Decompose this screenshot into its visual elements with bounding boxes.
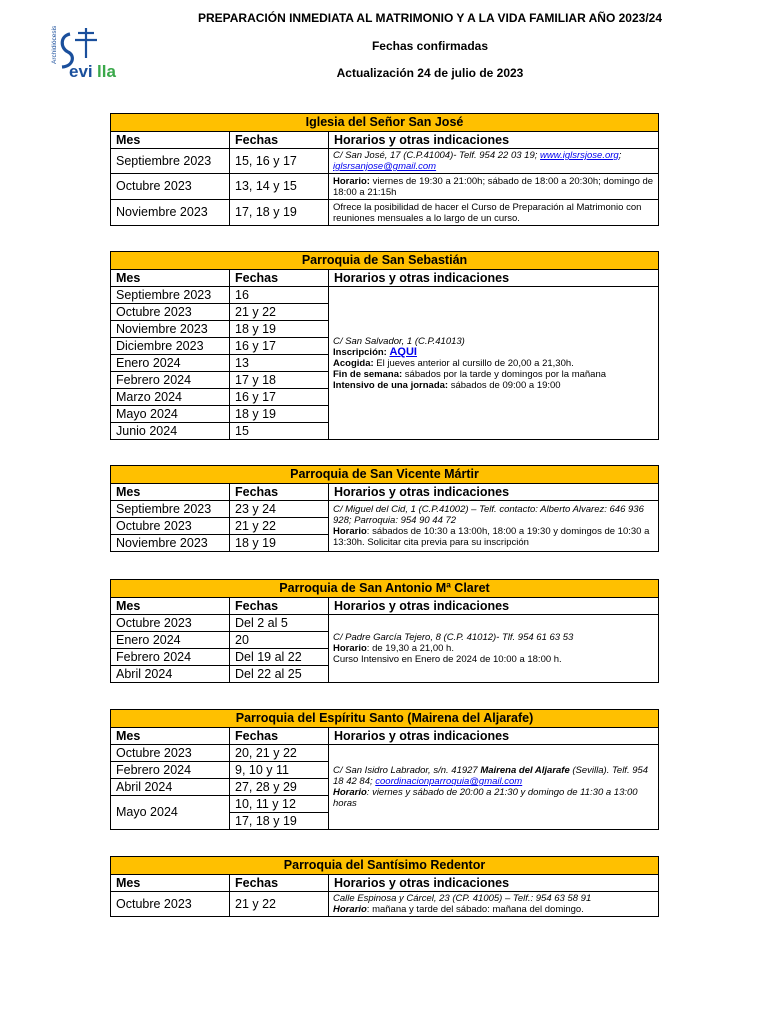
email-link[interactable]: iglsrsanjose@gmail.com xyxy=(333,161,437,172)
document-subtitle: Fechas confirmadas xyxy=(371,39,489,53)
website-link[interactable]: www.iglsrsjose.org xyxy=(540,150,619,161)
row-fechas: 13 xyxy=(230,355,329,372)
svg-text:lla: lla xyxy=(97,62,116,81)
row-fechas: Del 19 al 22 xyxy=(230,649,329,666)
row-fechas: 18 y 19 xyxy=(230,535,329,552)
col-header-mes: Mes xyxy=(111,875,230,892)
row-fechas: 21 y 22 xyxy=(230,892,329,917)
col-header-mes: Mes xyxy=(111,598,230,615)
table-title: Parroquia de San Antonio Mª Claret xyxy=(111,580,659,598)
cross-icon xyxy=(75,28,97,58)
row-fechas: 20, 21 y 22 xyxy=(230,745,329,762)
svg-text:Archidiócesis: Archidiócesis xyxy=(51,25,58,64)
col-header-fechas: Fechas xyxy=(230,132,329,149)
row-fechas: 21 y 22 xyxy=(230,518,329,535)
row-fechas: 9, 10 y 11 xyxy=(230,762,329,779)
row-mes: Mayo 2024 xyxy=(111,406,230,423)
row-mes: Octubre 2023 xyxy=(111,745,230,762)
row-mes: Noviembre 2023 xyxy=(111,321,230,338)
table-title: Iglesia del Señor San José xyxy=(111,114,659,132)
row-mes: Septiembre 2023 xyxy=(111,287,230,304)
col-header-mes: Mes xyxy=(111,132,230,149)
col-header-horarios: Horarios y otras indicaciones xyxy=(329,484,659,501)
row-fechas: 20 xyxy=(230,632,329,649)
row-fechas: 10, 11 y 12 xyxy=(230,796,329,813)
row-mes: Enero 2024 xyxy=(111,355,230,372)
row-mes: Octubre 2023 xyxy=(111,518,230,535)
info-block: Calle Espinosa y Cárcel, 23 (CP. 41005) – Telf.: 954 63 58 91 Horario: mañana y tarde del sábado: mañana del domingo. xyxy=(329,892,659,917)
row-fechas: 16 xyxy=(230,287,329,304)
info-block: C/ Padre García Tejero, 8 (C.P. 41012)- Tlf. 954 61 63 53 Horario: de 19,30 a 21,00 h. Curso Intensivo en Enero de 2024 de 10:00 a 18:00 h. xyxy=(329,615,659,683)
row-fechas: 17, 18 y 19 xyxy=(230,813,329,830)
table-iglesia-san-jose xyxy=(110,113,659,226)
table-san-antonio-claret xyxy=(110,579,659,683)
row-fechas: 15 xyxy=(230,423,329,440)
registration-link[interactable]: AQUI xyxy=(389,345,417,358)
row-mes: Febrero 2024 xyxy=(111,649,230,666)
table-title: Parroquia del Santísimo Redentor xyxy=(111,857,659,875)
row-mes: Abril 2024 xyxy=(111,779,230,796)
col-header-fechas: Fechas xyxy=(230,728,329,745)
col-header-horarios: Horarios y otras indicaciones xyxy=(329,132,659,149)
table-title: Parroquia del Espíritu Santo (Mairena del Aljarafe) xyxy=(111,710,659,728)
update-date: Actualización 24 de julio de 2023 xyxy=(336,66,524,80)
row-fechas: 27, 28 y 29 xyxy=(230,779,329,796)
row-fechas: 16 y 17 xyxy=(230,389,329,406)
row-mes: Octubre 2023 xyxy=(111,174,230,200)
svg-text:evi: evi xyxy=(69,62,93,81)
col-header-mes: Mes xyxy=(111,728,230,745)
row-fechas: 16 y 17 xyxy=(230,338,329,355)
table-san-vicente xyxy=(110,465,659,552)
row-mes: Marzo 2024 xyxy=(111,389,230,406)
row-mes: Junio 2024 xyxy=(111,423,230,440)
row-fechas: 13, 14 y 15 xyxy=(230,174,329,200)
row-fechas: 23 y 24 xyxy=(230,501,329,518)
col-header-mes: Mes xyxy=(111,270,230,287)
row-fechas: 17, 18 y 19 xyxy=(230,200,329,226)
row-mes: Noviembre 2023 xyxy=(111,535,230,552)
row-fechas: Del 22 al 25 xyxy=(230,666,329,683)
row-fechas: 15, 16 y 17 xyxy=(230,149,329,174)
archdiocese-logo xyxy=(50,24,114,80)
info-block: C/ San Isidro Labrador, s/n. 41927 Mairena del Aljarafe (Sevilla). Telf. 954 18 42 84; coordinacionparroquia@gmail.com Horario: viernes y sábado de 20:00 a 21:30 y domingo de 11:30 a 13:00 horas xyxy=(329,745,659,830)
col-header-horarios: Horarios y otras indicaciones xyxy=(329,598,659,615)
row-fechas: 17 y 18 xyxy=(230,372,329,389)
row-fechas: Del 2 al 5 xyxy=(230,615,329,632)
info-block: C/ Miguel del Cid, 1 (C.P.41002) – Telf. contacto: Alberto Alvarez: 646 936 928; Parroquia: 954 90 44 72 Horario: sábados de 10:30 a 13:00h, 18:00 a 19:30 y domingos de 10:30 a 13:30h. Solicitar cita previa para su inscripción xyxy=(329,501,659,552)
col-header-mes: Mes xyxy=(111,484,230,501)
table-santisimo-redentor xyxy=(110,856,659,917)
table-title: Parroquia de San Vicente Mártir xyxy=(111,466,659,484)
col-header-fechas: Fechas xyxy=(230,484,329,501)
info-horario: Horario: viernes de 19:30 a 21:00h; sábado de 18:00 a 20:30h; domingo de 18:00 a 21:15h xyxy=(329,174,659,200)
info-note: Ofrece la posibilidad de hacer el Curso de Preparación al Matrimonio con reuniones mensuales a lo largo de un curso. xyxy=(329,200,659,226)
col-header-horarios: Horarios y otras indicaciones xyxy=(329,875,659,892)
email-link[interactable]: coordinacionparroquia@gmail.com xyxy=(375,776,523,787)
col-header-fechas: Fechas xyxy=(230,875,329,892)
info-address: C/ San José, 17 (C.P.41004)- Telf. 954 22 03 19; www.iglsrsjose.org; iglsrsanjose@gmail.com xyxy=(329,149,659,174)
row-mes: Febrero 2024 xyxy=(111,762,230,779)
col-header-fechas: Fechas xyxy=(230,270,329,287)
col-header-fechas: Fechas xyxy=(230,598,329,615)
row-mes: Octubre 2023 xyxy=(111,615,230,632)
row-mes: Octubre 2023 xyxy=(111,892,230,917)
row-mes: Febrero 2024 xyxy=(111,372,230,389)
table-espiritu-santo xyxy=(110,709,659,830)
row-mes: Mayo 2024 xyxy=(111,796,230,830)
row-mes: Septiembre 2023 xyxy=(111,149,230,174)
document-title: PREPARACIÓN INMEDIATA AL MATRIMONIO Y A LA VIDA FAMILIAR AÑO 2023/24 xyxy=(197,11,663,25)
row-fechas: 21 y 22 xyxy=(230,304,329,321)
table-san-sebastian xyxy=(110,251,659,440)
row-fechas: 18 y 19 xyxy=(230,321,329,338)
info-block: C/ San Salvador, 1 (C.P.41013) Inscripción: AQUI Acogida: El jueves anterior al cursillo de 20,00 a 21,30h. Fin de semana: sábados por la tarde y domingos por la mañana Intensivo de una jornada: sábados de 09:00 a 19:00 xyxy=(329,287,659,440)
row-mes: Enero 2024 xyxy=(111,632,230,649)
col-header-horarios: Horarios y otras indicaciones xyxy=(329,270,659,287)
col-header-horarios: Horarios y otras indicaciones xyxy=(329,728,659,745)
row-mes: Octubre 2023 xyxy=(111,304,230,321)
row-mes: Abril 2024 xyxy=(111,666,230,683)
row-mes: Diciembre 2023 xyxy=(111,338,230,355)
table-title: Parroquia de San Sebastián xyxy=(111,252,659,270)
row-mes: Noviembre 2023 xyxy=(111,200,230,226)
row-mes: Septiembre 2023 xyxy=(111,501,230,518)
row-fechas: 18 y 19 xyxy=(230,406,329,423)
